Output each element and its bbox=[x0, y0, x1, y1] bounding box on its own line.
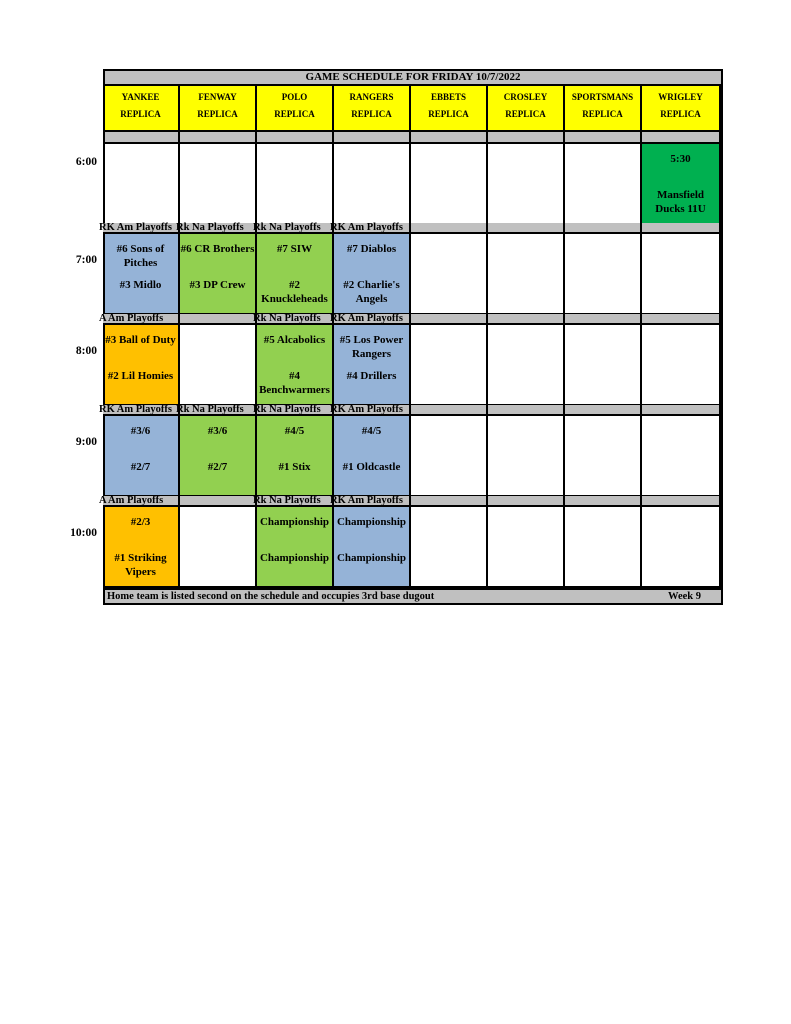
empty-cell bbox=[180, 507, 257, 588]
division-label bbox=[488, 314, 565, 325]
division-label bbox=[411, 496, 488, 507]
division-label-text: RK Am Playoffs bbox=[330, 313, 403, 324]
game-cell bbox=[103, 234, 180, 315]
away-team: #4/5 bbox=[284, 425, 305, 437]
footer-week: Week 9 bbox=[668, 591, 701, 602]
field-subtitle: REPLICA bbox=[660, 109, 701, 119]
game-cell bbox=[180, 416, 257, 497]
game-cell bbox=[257, 325, 334, 406]
game-cell bbox=[257, 416, 334, 497]
division-label bbox=[330, 222, 411, 234]
division-label-text: RK Am Playoffs bbox=[99, 404, 172, 415]
home-team: Championship bbox=[336, 552, 407, 564]
home-team: #4 Benchwarmers bbox=[259, 370, 330, 396]
division-label bbox=[99, 404, 180, 416]
field-name: POLO bbox=[281, 92, 308, 102]
division-label-text: RK Am Playoffs bbox=[330, 495, 403, 506]
game-cell bbox=[103, 416, 180, 497]
division-label bbox=[180, 314, 257, 325]
home-team: Mansfield Ducks 11U bbox=[655, 189, 706, 215]
field-header bbox=[103, 86, 180, 132]
away-team: #3/6 bbox=[207, 425, 228, 437]
empty-cell bbox=[411, 325, 488, 406]
division-label bbox=[99, 495, 180, 507]
division-label-text: Rk Na Playoffs bbox=[176, 404, 244, 415]
empty-cell bbox=[642, 416, 721, 497]
schedule-table bbox=[99, 69, 723, 605]
empty-cell bbox=[103, 144, 180, 225]
division-label bbox=[642, 314, 721, 325]
empty-cell bbox=[488, 416, 565, 497]
home-team: #2 Charlie's Angels bbox=[343, 279, 400, 305]
empty-cell bbox=[411, 507, 488, 588]
field-subtitle: REPLICA bbox=[505, 109, 546, 119]
empty-cell bbox=[565, 144, 642, 225]
spacer-cell bbox=[257, 132, 334, 144]
division-label bbox=[330, 313, 411, 325]
division-label bbox=[176, 222, 257, 234]
away-team: 5:30 bbox=[670, 153, 691, 165]
game-cell bbox=[334, 234, 411, 315]
away-team: #3 Ball of Duty bbox=[105, 334, 176, 346]
division-label-text: A Am Playoffs bbox=[99, 313, 164, 324]
game-cell bbox=[334, 507, 411, 588]
field-name: FENWAY bbox=[198, 92, 237, 102]
field-subtitle: REPLICA bbox=[197, 109, 238, 119]
division-label bbox=[565, 405, 642, 416]
empty-cell bbox=[411, 234, 488, 315]
home-team: #2 Knuckleheads bbox=[261, 279, 328, 305]
empty-cell bbox=[488, 234, 565, 315]
spacer-cell bbox=[565, 132, 642, 144]
division-label bbox=[176, 404, 257, 416]
home-team: #2 Lil Homies bbox=[107, 370, 174, 382]
division-label bbox=[642, 223, 721, 234]
spacer-cell bbox=[411, 132, 488, 144]
home-team: #1 Stix bbox=[278, 461, 311, 473]
field-subtitle: REPLICA bbox=[120, 109, 161, 119]
field-header bbox=[488, 86, 565, 132]
field-subtitle: REPLICA bbox=[428, 109, 469, 119]
away-team: Championship bbox=[336, 516, 407, 528]
division-label bbox=[411, 223, 488, 234]
time-label: 8:00 bbox=[75, 345, 97, 357]
empty-cell bbox=[642, 325, 721, 406]
game-cell bbox=[257, 234, 334, 315]
field-subtitle: REPLICA bbox=[274, 109, 315, 119]
game-cell bbox=[334, 325, 411, 406]
division-label bbox=[488, 496, 565, 507]
division-label bbox=[411, 405, 488, 416]
schedule-footer bbox=[103, 588, 723, 605]
division-label bbox=[565, 314, 642, 325]
time-label: 9:00 bbox=[75, 436, 97, 448]
field-subtitle: REPLICA bbox=[582, 109, 623, 119]
field-header bbox=[334, 86, 411, 132]
away-team: #6 Sons of Pitches bbox=[116, 243, 165, 269]
field-header bbox=[180, 86, 257, 132]
empty-cell bbox=[565, 325, 642, 406]
time-label: 7:00 bbox=[75, 254, 97, 266]
spacer-cell bbox=[488, 132, 565, 144]
division-label-text: A Am Playoffs bbox=[99, 495, 164, 506]
away-team: #7 SIW bbox=[276, 243, 313, 255]
empty-cell bbox=[411, 416, 488, 497]
home-team: #3 Midlo bbox=[119, 279, 162, 291]
empty-cell bbox=[488, 325, 565, 406]
division-label-text: Rk Na Playoffs bbox=[176, 222, 244, 233]
division-label bbox=[411, 314, 488, 325]
away-team: #4/5 bbox=[361, 425, 382, 437]
division-label bbox=[180, 496, 257, 507]
division-label bbox=[99, 313, 180, 325]
home-team: #1 Oldcastle bbox=[342, 461, 401, 473]
division-label bbox=[253, 495, 334, 507]
division-label bbox=[253, 313, 334, 325]
division-label bbox=[253, 404, 334, 416]
spacer-cell bbox=[334, 132, 411, 144]
away-team: #5 Alcabolics bbox=[263, 334, 326, 346]
field-name: RANGERS bbox=[349, 92, 394, 102]
away-team: #7 Diablos bbox=[346, 243, 397, 255]
away-team: #5 Los Power Rangers bbox=[339, 334, 404, 360]
empty-cell bbox=[257, 144, 334, 225]
game-cell bbox=[334, 416, 411, 497]
empty-cell bbox=[488, 144, 565, 225]
game-cell bbox=[180, 234, 257, 315]
field-header bbox=[257, 86, 334, 132]
field-name: WRIGLEY bbox=[658, 92, 703, 102]
division-label bbox=[642, 496, 721, 507]
division-label-text: RK Am Playoffs bbox=[330, 404, 403, 415]
division-label bbox=[642, 405, 721, 416]
division-label bbox=[330, 495, 411, 507]
division-label bbox=[488, 405, 565, 416]
table-left-border bbox=[103, 69, 105, 605]
game-cell bbox=[103, 507, 180, 588]
home-team: #1 Striking Vipers bbox=[114, 552, 167, 578]
division-label bbox=[565, 496, 642, 507]
game-cell bbox=[103, 325, 180, 406]
division-label bbox=[253, 222, 334, 234]
empty-cell bbox=[180, 144, 257, 225]
empty-cell bbox=[488, 507, 565, 588]
home-team: #3 DP Crew bbox=[189, 279, 246, 291]
division-label-text: Rk Na Playoffs bbox=[253, 313, 321, 324]
away-team: #3/6 bbox=[130, 425, 151, 437]
away-team: #2/3 bbox=[130, 516, 151, 528]
game-cell bbox=[257, 507, 334, 588]
field-name: EBBETS bbox=[430, 92, 467, 102]
spacer-cell bbox=[642, 132, 721, 144]
field-header bbox=[642, 86, 721, 132]
away-team: Championship bbox=[259, 516, 330, 528]
division-label-text: Rk Na Playoffs bbox=[253, 222, 321, 233]
empty-cell bbox=[642, 234, 721, 315]
division-label-text: Rk Na Playoffs bbox=[253, 404, 321, 415]
home-team: #2/7 bbox=[207, 461, 228, 473]
footer-note: Home team is listed second on the schedule and occupies 3rd base dugout bbox=[107, 591, 435, 602]
field-name: YANKEE bbox=[121, 92, 160, 102]
division-label-text: RK Am Playoffs bbox=[99, 222, 172, 233]
field-name: CROSLEY bbox=[503, 92, 548, 102]
spacer-cell bbox=[103, 132, 180, 144]
away-team: #6 CR Brothers bbox=[180, 243, 255, 255]
field-name: SPORTSMANS bbox=[571, 92, 634, 102]
division-label-text: Rk Na Playoffs bbox=[253, 495, 321, 506]
game-cell bbox=[642, 144, 721, 225]
empty-cell bbox=[642, 507, 721, 588]
empty-cell bbox=[565, 507, 642, 588]
time-label: 10:00 bbox=[70, 527, 97, 539]
division-label bbox=[488, 223, 565, 234]
home-team: Championship bbox=[259, 552, 330, 564]
division-label bbox=[330, 404, 411, 416]
spacer-cell bbox=[180, 132, 257, 144]
field-header bbox=[411, 86, 488, 132]
empty-cell bbox=[180, 325, 257, 406]
home-team: #2/7 bbox=[130, 461, 151, 473]
division-label bbox=[565, 223, 642, 234]
empty-cell bbox=[411, 144, 488, 225]
empty-cell bbox=[565, 234, 642, 315]
time-label: 6:00 bbox=[75, 156, 97, 168]
empty-cell bbox=[334, 144, 411, 225]
schedule-title: GAME SCHEDULE FOR FRIDAY 10/7/2022 bbox=[103, 69, 723, 86]
empty-cell bbox=[565, 416, 642, 497]
division-label bbox=[99, 222, 180, 234]
field-subtitle: REPLICA bbox=[351, 109, 392, 119]
division-label-text: RK Am Playoffs bbox=[330, 222, 403, 233]
table-right-border bbox=[721, 69, 723, 605]
field-header bbox=[565, 86, 642, 132]
home-team: #4 Drillers bbox=[346, 370, 397, 382]
